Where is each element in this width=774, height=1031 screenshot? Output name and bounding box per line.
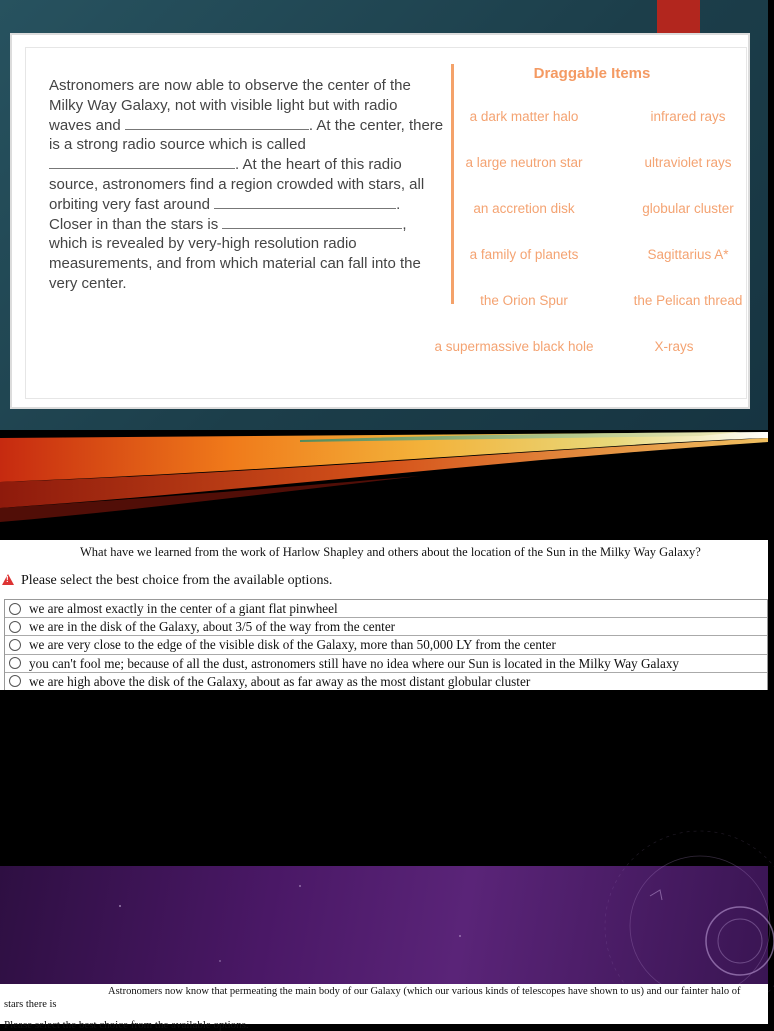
- passage-text: .: [396, 195, 401, 213]
- drop-blank-2[interactable]: [49, 155, 235, 169]
- answer-options: [4, 599, 768, 691]
- draggable-item[interactable]: a dark matter halo: [469, 109, 579, 124]
- drop-blank-4[interactable]: [222, 215, 402, 229]
- question-1-text: What have we learned from the work of Harlow Shapley and others about the location of the Sun in the Milky Way Galaxy?: [80, 545, 701, 559]
- radio-button[interactable]: [9, 657, 21, 669]
- option-label: you can't fool me; because of all the dust, astronomers still have no idea where our Sun is located in the Milky Way Galaxy: [29, 655, 680, 671]
- slide-drag-drop: [0, 0, 768, 430]
- drop-blank-3[interactable]: [214, 195, 396, 209]
- slide-accent-tab: [657, 0, 700, 34]
- drop-blank-1[interactable]: [125, 116, 309, 130]
- answer-option[interactable]: [5, 618, 767, 636]
- passage-text: Closer in than the stars is: [49, 215, 219, 233]
- option-label: we are almost exactly in the center of a giant flat pinwheel: [29, 601, 338, 617]
- answer-option[interactable]: [5, 636, 767, 654]
- option-label: we are in the disk of the Galaxy, about 3/5 of the way from the center: [29, 619, 396, 635]
- draggable-item[interactable]: ultraviolet rays: [644, 155, 732, 170]
- instruction-text: Please select the best choice from the available options.: [21, 573, 333, 588]
- slide-purple-background: [0, 866, 768, 984]
- panel-divider: [451, 64, 454, 304]
- slide-transition-band: [0, 430, 768, 540]
- draggable-item[interactable]: the Orion Spur: [480, 293, 568, 308]
- instruction-row: [2, 573, 332, 589]
- draggable-item[interactable]: a family of planets: [469, 247, 579, 262]
- radio-button[interactable]: [9, 603, 21, 615]
- warning-icon: [2, 574, 14, 585]
- drag-drop-card: [10, 33, 750, 409]
- blank-slide-area: [0, 690, 768, 866]
- draggable-item[interactable]: infrared rays: [650, 109, 726, 124]
- option-label: we are very close to the edge of the visible disk of the Galaxy, more than 50,000 LY from the center: [29, 637, 556, 653]
- draggable-item[interactable]: an accretion disk: [473, 201, 575, 216]
- answer-option[interactable]: [5, 655, 767, 673]
- drag-drop-panel: [25, 47, 747, 399]
- draggable-item[interactable]: the Pelican thread: [633, 293, 743, 308]
- decorative-swoosh: [0, 430, 768, 540]
- draggable-item[interactable]: a large neutron star: [465, 155, 583, 170]
- question-2-text: Astronomers now know that permeating the main body of our Galaxy (which our various kinds of telescopes have shown to us) and our fainter halo of stars there is: [4, 986, 741, 1010]
- draggable-item[interactable]: globular cluster: [642, 201, 734, 216]
- answer-option[interactable]: [5, 600, 767, 618]
- draggable-item[interactable]: a supermassive black hole: [434, 339, 594, 354]
- option-label: we are high above the disk of the Galaxy, about as far away as the most distant globular cluster: [29, 673, 531, 689]
- passage-text: Astronomers are now able to observe the center of the Milky Way Galaxy, not with visible light but with radio waves and: [49, 77, 411, 134]
- radio-button[interactable]: [9, 639, 21, 651]
- answer-option[interactable]: [5, 673, 767, 690]
- instruction-text-partial: Please select the best choice from the available options.: [4, 1019, 249, 1031]
- draggable-item[interactable]: Sagittarius A*: [647, 247, 729, 262]
- radio-button[interactable]: [9, 675, 21, 687]
- decorative-hud-circles: [0, 866, 768, 984]
- passage-text: . At the center, there is a strong radio source which is called: [49, 116, 444, 154]
- radio-button[interactable]: [9, 621, 21, 633]
- draggable-items-title: Draggable Items: [533, 65, 651, 82]
- fill-in-passage: [49, 76, 444, 294]
- passage-text: . At the heart of this radio source, astronomers find a region crowded with stars, all orbiting very fast around: [49, 156, 425, 213]
- passage-text: , which is revealed by very-high resolution radio measurements, and from which material can fall into the very center.: [49, 215, 421, 292]
- draggable-item[interactable]: X-rays: [654, 339, 694, 354]
- question-2-panel: [0, 984, 768, 1031]
- question-1-panel: [0, 540, 768, 690]
